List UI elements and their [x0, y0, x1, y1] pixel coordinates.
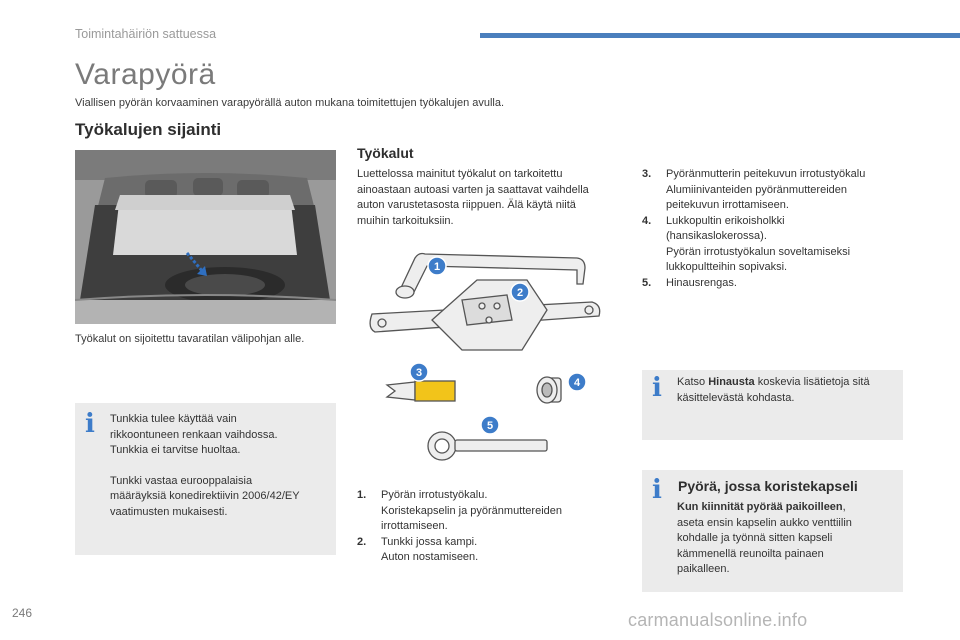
text-line: Tunkki jossa kampi. [381, 535, 478, 548]
text-span: Katso [677, 376, 709, 388]
text-line: Tunkki vastaa eurooppalaisia [110, 474, 253, 487]
text-line: vaatimusten mukaisesti. [110, 505, 228, 518]
page-number: 246 [12, 606, 33, 620]
callout-5 [481, 416, 499, 434]
towing-info-text [677, 375, 870, 406]
text-line: Pyörän irrotustyökalu. [381, 489, 488, 501]
tools-heading: Työkalut [357, 145, 414, 161]
header-accent-bar [480, 33, 960, 38]
text-line: irrottamiseen. [381, 520, 448, 532]
tools-illustration [357, 250, 619, 470]
info-icon: i [85, 409, 95, 439]
callout-label: 2 [516, 287, 524, 299]
text-span: , [842, 501, 846, 513]
callout-1 [428, 257, 446, 275]
towing-link-text: Hinausta [708, 376, 755, 388]
tools-list-left [357, 488, 619, 566]
list-item [357, 535, 619, 566]
text-line: lukkopultteihin sopivaksi. [666, 261, 788, 273]
running-header: Toimintahäiriön sattuessa [75, 27, 217, 41]
text-line [677, 500, 897, 516]
text-line: auton varustetasosta riippuen. Älä käytä niitä [357, 199, 576, 211]
text-line: Lukkopultin erikoisholkki [666, 214, 785, 227]
hubcap-heading: Pyörä, jossa koristekapseli [678, 478, 858, 494]
text-line: kohdalle ja työnnä sitten kapseli [677, 532, 833, 544]
location-heading: Työkalujen sijainti [75, 120, 222, 139]
towing-eye-icon [428, 432, 547, 460]
callout-2 [511, 283, 529, 301]
tools-intro [357, 167, 619, 229]
jack-info-box [75, 403, 336, 555]
text-line: kämmenellä reunoilta painaen [677, 547, 824, 560]
trunk-illustration [75, 150, 336, 324]
text-line: paikalleen. [677, 563, 730, 575]
callout-label: 4 [573, 377, 581, 389]
hubcap-info-text [677, 500, 897, 578]
text-line [677, 375, 870, 391]
jack-info-text [110, 412, 300, 520]
list-number: 2. [357, 535, 367, 548]
callout-label: 3 [415, 367, 423, 379]
text-line: Pyöränmutterin peitekuvun irrotustyökalu [666, 168, 866, 180]
lock-socket-icon [537, 377, 561, 403]
list-item [642, 276, 902, 292]
text-span: koskevia lisätietoja sitä [754, 376, 870, 388]
list-item [642, 167, 902, 214]
text-line: ainoastaan autoasi varten ja saattavat vaihdella [357, 183, 589, 196]
text-line: Auton nostamiseen. [381, 551, 479, 563]
text-line: aseta ensin kapselin aukko venttiilin [677, 516, 852, 529]
cap-remover-icon [387, 381, 455, 401]
list-number: 4. [642, 214, 652, 227]
list-number: 5. [642, 276, 652, 289]
text-line: Tunkkia ei tarvitse huoltaa. [110, 444, 241, 456]
list-number: 1. [357, 489, 367, 501]
tools-drawing [357, 250, 619, 470]
trunk-photo [75, 150, 336, 324]
text-line: käsittelevästä kohdasta. [677, 391, 795, 404]
callout-3 [410, 363, 428, 381]
text-line: määräyksiä konedirektiivin 2006/42/EY [110, 490, 300, 502]
text-bold: Kun kiinnität pyörää paikoilleen [677, 501, 843, 513]
watermark: carmanualsonline.info [628, 610, 808, 630]
text-line: Koristekapselin ja pyöränmuttereiden [381, 504, 562, 517]
callout-label: 5 [486, 420, 494, 432]
page-title: Varapyörä [75, 58, 216, 91]
text-line: rikkoontuneen renkaan vaihdossa. [110, 428, 278, 441]
info-icon: i [652, 373, 662, 403]
text-line: Tunkkia tulee käyttää vain [110, 413, 237, 425]
text-line: muihin tarkoituksiin. [357, 214, 454, 227]
callout-label: 1 [433, 261, 441, 273]
text-line: Hinausrengas. [666, 276, 737, 289]
text-line: peitekuvun irrottamiseen. [666, 199, 789, 211]
list-item [642, 214, 902, 276]
list-number: 3. [642, 168, 652, 180]
towing-info-box [642, 370, 903, 440]
info-icon: i [652, 475, 662, 505]
text-line: Luettelossa mainitut työkalut on tarkoitettu [357, 168, 563, 180]
photo-caption: Työkalut on sijoitettu tavaratilan välipohjan alle. [75, 333, 305, 345]
tools-list-right [642, 167, 902, 291]
text-line: Pyörän irrotustyökalun soveltamiseksi [666, 245, 851, 258]
text-line: Alumiinivanteiden pyöränmuttereiden [666, 183, 847, 196]
text-line: (hansikaslokerossa). [666, 230, 767, 242]
page-subtitle: Viallisen pyörän korvaaminen varapyörällä auton mukana toimitettujen työkalujen avulla. [75, 97, 505, 109]
callout-4 [568, 373, 586, 391]
list-item [357, 488, 619, 535]
